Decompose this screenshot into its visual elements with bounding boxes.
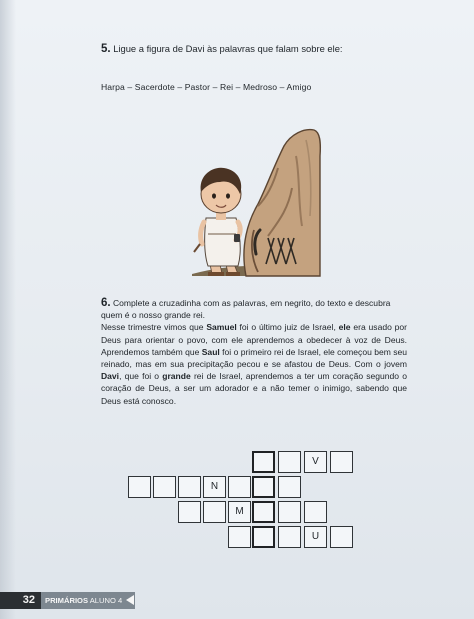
bold-word-davi: Davi — [101, 371, 120, 382]
crossword-cell[interactable] — [228, 526, 251, 548]
crossword-cell[interactable] — [278, 526, 301, 548]
bold-word-grande: grande — [162, 371, 191, 382]
crossword-cell[interactable] — [128, 476, 151, 498]
crossword-cell-v[interactable]: V — [304, 451, 327, 473]
passage-text-1: Nesse trimestre vimos que — [101, 322, 207, 333]
crossword-cell[interactable] — [278, 476, 301, 498]
q5-word-list: Harpa – Sacerdote – Pastor – Rei – Medroso – Amigo — [101, 82, 312, 92]
q6-passage — [101, 321, 407, 406]
passage-text-4: foi o primeiro rei de Israel, ele começou bem seu reinado, mas em sua precipitação pecou e se afastou de Deus. Com o jovem — [101, 346, 408, 370]
crossword-cell[interactable] — [153, 476, 176, 498]
q5-number: 5. — [101, 43, 111, 55]
crossword-cell[interactable] — [178, 476, 201, 498]
crossword-cell[interactable] — [203, 501, 226, 523]
crossword-cell[interactable] — [304, 501, 327, 523]
q6-instruction-line1 — [101, 297, 407, 309]
back-arrow-icon — [126, 595, 134, 605]
q5-instruction-text: Ligue a figura de Davi às palavras que falam sobre ele: — [113, 43, 343, 54]
crossword-cell-m[interactable]: M — [228, 501, 251, 523]
q6-instruction-text-a: Complete a cruzadinha com as palavras, em negrito, do texto e descubra — [112, 298, 391, 308]
bold-word-samuel: Samuel — [206, 322, 237, 333]
q6-block — [101, 297, 407, 407]
crossword-key-cell[interactable] — [252, 526, 275, 548]
bold-word-ele: ele — [338, 322, 351, 333]
crossword-cell[interactable] — [278, 501, 301, 523]
passage-text-5: , que foi o — [119, 371, 163, 382]
crossword-key-cell[interactable] — [252, 501, 275, 523]
bold-word-saul: Saul — [201, 346, 220, 357]
passage-text-2: foi o último juiz de Israel, — [236, 322, 339, 333]
crossword-cell[interactable] — [278, 451, 301, 473]
crossword-cell[interactable] — [228, 476, 251, 498]
footer-label-rest: ALUNO 4 — [88, 596, 123, 605]
crossword-key-cell[interactable] — [252, 451, 275, 473]
passage-text-6: rei de Israel, aprendemos a ter um coração segundo o coração de Deus, a ser um adorador e a não temer o inimigo, sabendo que Deus está conosco. — [101, 371, 408, 406]
crossword-cell[interactable] — [330, 526, 353, 548]
boy-figure — [194, 168, 241, 276]
crossword-cell-u[interactable]: U — [304, 526, 327, 548]
page-number: 32 — [0, 592, 41, 609]
crossword-key-cell[interactable] — [252, 476, 275, 498]
q6-number: 6. — [101, 297, 111, 309]
page-edge-shadow — [0, 0, 16, 619]
page-footer — [0, 592, 140, 609]
footer-label-bold: PRIMÁRIOS — [45, 596, 89, 605]
crossword-cell-n[interactable]: N — [203, 476, 226, 498]
david-illustration[interactable] — [188, 126, 324, 278]
footer-label — [41, 592, 135, 609]
q5-instruction — [101, 43, 343, 55]
q6-instruction-line2: quem é o nosso grande rei. — [101, 310, 206, 321]
rock-shape — [244, 130, 320, 276]
crossword-cell[interactable] — [178, 501, 201, 523]
crossword-cell[interactable] — [330, 451, 353, 473]
passage-text-3: era usado por Deus para orientar o povo, com ele aprendemos a obedecer à voz de Deus. Aprendemos também que — [101, 322, 407, 357]
